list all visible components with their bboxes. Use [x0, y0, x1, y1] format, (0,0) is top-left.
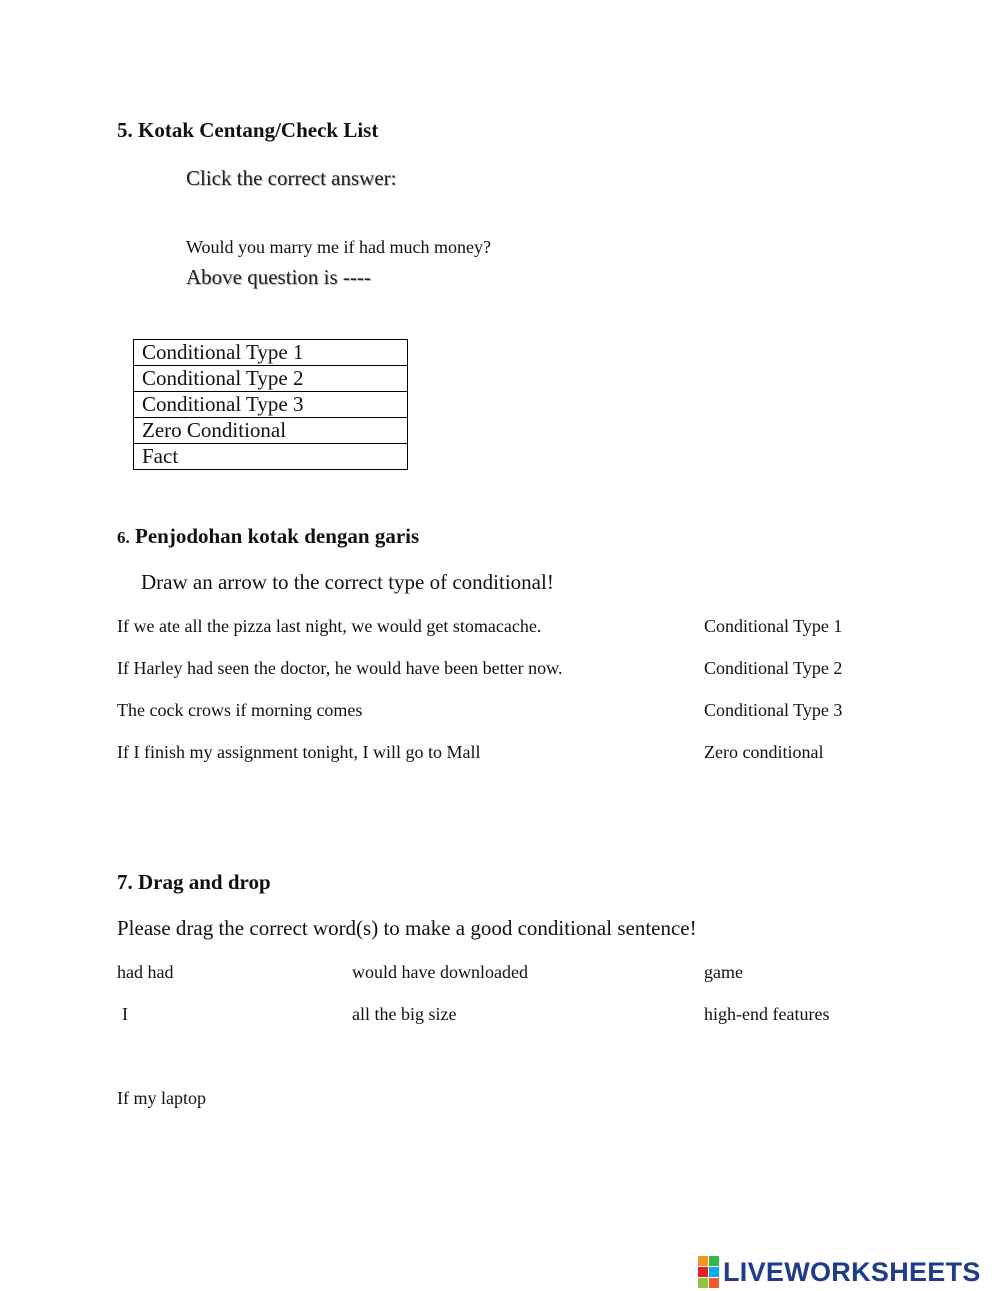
logo-square — [698, 1256, 708, 1266]
section5-prompt: Above question is ---- — [186, 265, 371, 289]
section7-heading: 7. Drag and drop — [117, 870, 271, 894]
sentence-start: If my laptop — [117, 1088, 206, 1108]
section6-heading — [117, 524, 419, 549]
logo-square — [709, 1278, 719, 1288]
match-sentence-4[interactable]: If I finish my assignment tonight, I will go to Mall — [117, 742, 481, 762]
option-conditional-type-3[interactable]: Conditional Type 3 — [134, 392, 408, 418]
drag-word-had-had[interactable]: had had — [117, 962, 174, 982]
logo-text: LIVEWORKSHEETS — [723, 1256, 981, 1287]
match-type-1[interactable]: Conditional Type 1 — [704, 616, 843, 636]
logo-mark-icon — [698, 1256, 719, 1288]
drag-word-game[interactable]: game — [704, 962, 743, 982]
section5-heading: 5. Kotak Centang/Check List — [117, 118, 379, 142]
logo-square — [698, 1267, 708, 1277]
section6-instruction: Draw an arrow to the correct type of conditional! — [141, 570, 554, 594]
match-sentence-2[interactable]: If Harley had seen the doctor, he would have been better now. — [117, 658, 563, 678]
drag-word-high-end-features[interactable]: high-end features — [704, 1004, 830, 1024]
match-type-4[interactable]: Zero conditional — [704, 742, 824, 762]
option-conditional-type-2[interactable]: Conditional Type 2 — [134, 366, 408, 392]
section6-heading-text: Penjodohan kotak dengan garis — [135, 524, 420, 548]
section5-instruction: Click the correct answer: — [186, 166, 397, 190]
match-sentence-1[interactable]: If we ate all the pizza last night, we would get stomacache. — [117, 616, 542, 636]
liveworksheets-logo — [698, 1256, 981, 1288]
logo-square — [709, 1256, 719, 1266]
option-fact[interactable]: Fact — [134, 444, 408, 470]
section6-heading-number: 6. — [117, 528, 130, 547]
answer-options — [133, 339, 408, 470]
section5-question: Would you marry me if had much money? — [186, 237, 491, 257]
match-sentence-3[interactable]: The cock crows if morning comes — [117, 700, 363, 720]
section7-instruction: Please drag the correct word(s) to make a good conditional sentence! — [117, 916, 697, 940]
option-zero-conditional[interactable]: Zero Conditional — [134, 418, 408, 444]
logo-square — [709, 1267, 719, 1277]
match-type-2[interactable]: Conditional Type 2 — [704, 658, 843, 678]
drag-word-would-have-downloaded[interactable]: would have downloaded — [352, 962, 528, 982]
logo-square — [698, 1278, 708, 1288]
option-conditional-type-1[interactable]: Conditional Type 1 — [134, 340, 408, 366]
drag-word-all-the-big-size[interactable]: all the big size — [352, 1004, 457, 1024]
drag-word-i[interactable]: I — [122, 1004, 128, 1024]
match-type-3[interactable]: Conditional Type 3 — [704, 700, 843, 720]
